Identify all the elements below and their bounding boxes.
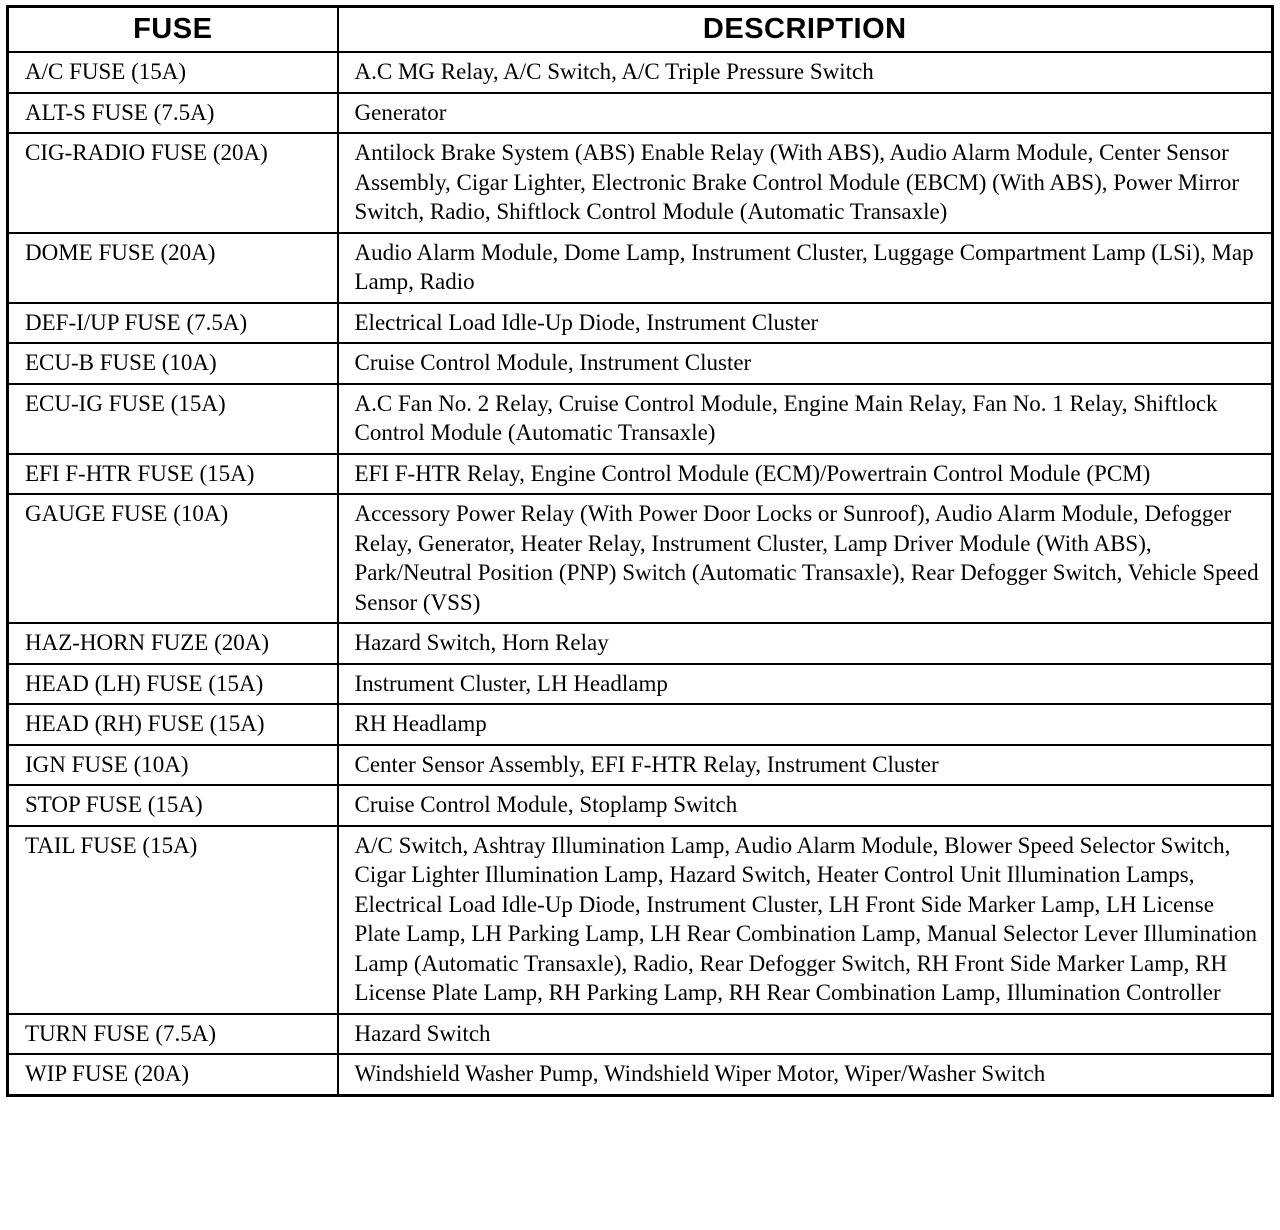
description-column-header: DESCRIPTION bbox=[338, 7, 1273, 53]
description-cell: Accessory Power Relay (With Power Door Locks or Sunroof), Audio Alarm Module, Defogger Relay, Generator, Heater Relay, Instrument Cluster, Lamp Driver Module (With ABS), Park/Neutral Position (PNP) Switch (Automatic Transaxle), Rear Defogger Switch, Vehicle Speed Sensor (VSS) bbox=[338, 494, 1273, 623]
description-cell: Center Sensor Assembly, EFI F-HTR Relay, Instrument Cluster bbox=[338, 745, 1273, 786]
description-cell: Audio Alarm Module, Dome Lamp, Instrument Cluster, Luggage Compartment Lamp (LSi), Map Lamp, Radio bbox=[338, 233, 1273, 303]
fuse-cell: CIG-RADIO FUSE (20A) bbox=[8, 133, 338, 233]
fuse-cell: WIP FUSE (20A) bbox=[8, 1054, 338, 1095]
description-cell: A/C Switch, Ashtray Illumination Lamp, Audio Alarm Module, Blower Speed Selector Switch, Cigar Lighter Illumination Lamp, Hazard Switch, Heater Control Unit Illumination Lamps, Electrical Load Idle-Up Diode, Instrument Cluster, LH Front Side Marker Lamp, LH License Plate Lamp, LH Parking Lamp, LH Rear Combination Lamp, Manual Selector Lever Illumination Lamp (Automatic Transaxle), Radio, Rear Defogger Switch, RH Front Side Marker Lamp, RH License Plate Lamp, RH Parking Lamp, RH Rear Combination Lamp, Illumination Controller bbox=[338, 826, 1273, 1014]
fuse-cell: IGN FUSE (10A) bbox=[8, 745, 338, 786]
table-row bbox=[8, 704, 1273, 745]
table-row bbox=[8, 52, 1273, 93]
table-row bbox=[8, 745, 1273, 786]
description-cell: Hazard Switch bbox=[338, 1014, 1273, 1055]
fuse-table bbox=[6, 5, 1274, 1097]
table-row bbox=[8, 93, 1273, 134]
table-row bbox=[8, 664, 1273, 705]
fuse-cell: TAIL FUSE (15A) bbox=[8, 826, 338, 1014]
description-cell: RH Headlamp bbox=[338, 704, 1273, 745]
fuse-column-header: FUSE bbox=[8, 7, 338, 53]
fuse-cell: DOME FUSE (20A) bbox=[8, 233, 338, 303]
description-cell: Windshield Washer Pump, Windshield Wiper Motor, Wiper/Washer Switch bbox=[338, 1054, 1273, 1095]
description-cell: Instrument Cluster, LH Headlamp bbox=[338, 664, 1273, 705]
table-row bbox=[8, 623, 1273, 664]
description-cell: Generator bbox=[338, 93, 1273, 134]
fuse-cell: TURN FUSE (7.5A) bbox=[8, 1014, 338, 1055]
description-cell: Cruise Control Module, Stoplamp Switch bbox=[338, 785, 1273, 826]
table-row bbox=[8, 233, 1273, 303]
fuse-cell: GAUGE FUSE (10A) bbox=[8, 494, 338, 623]
table-row bbox=[8, 343, 1273, 384]
fuse-cell: ECU-IG FUSE (15A) bbox=[8, 384, 338, 454]
table-row bbox=[8, 1054, 1273, 1095]
fuse-cell: ALT-S FUSE (7.5A) bbox=[8, 93, 338, 134]
table-row bbox=[8, 826, 1273, 1014]
description-cell: Cruise Control Module, Instrument Cluster bbox=[338, 343, 1273, 384]
table-row bbox=[8, 384, 1273, 454]
fuse-cell: DEF-I/UP FUSE (7.5A) bbox=[8, 303, 338, 344]
fuse-cell: HEAD (LH) FUSE (15A) bbox=[8, 664, 338, 705]
fuse-cell: STOP FUSE (15A) bbox=[8, 785, 338, 826]
fuse-cell: ECU-B FUSE (10A) bbox=[8, 343, 338, 384]
description-cell: A.C MG Relay, A/C Switch, A/C Triple Pressure Switch bbox=[338, 52, 1273, 93]
table-header-row bbox=[8, 7, 1273, 53]
description-cell: EFI F-HTR Relay, Engine Control Module (ECM)/Powertrain Control Module (PCM) bbox=[338, 454, 1273, 495]
table-row bbox=[8, 785, 1273, 826]
fuse-cell: HEAD (RH) FUSE (15A) bbox=[8, 704, 338, 745]
fuse-cell: EFI F-HTR FUSE (15A) bbox=[8, 454, 338, 495]
table-row bbox=[8, 454, 1273, 495]
table-row bbox=[8, 133, 1273, 233]
fuse-cell: HAZ-HORN FUZE (20A) bbox=[8, 623, 338, 664]
table-row bbox=[8, 494, 1273, 623]
description-cell: Electrical Load Idle-Up Diode, Instrument Cluster bbox=[338, 303, 1273, 344]
description-cell: Hazard Switch, Horn Relay bbox=[338, 623, 1273, 664]
description-cell: Antilock Brake System (ABS) Enable Relay (With ABS), Audio Alarm Module, Center Sensor Assembly, Cigar Lighter, Electronic Brake Control Module (EBCM) (With ABS), Power Mirror Switch, Radio, Shiftlock Control Module (Automatic Transaxle) bbox=[338, 133, 1273, 233]
fuse-description-document bbox=[6, 5, 1271, 1097]
table-row bbox=[8, 303, 1273, 344]
table-row bbox=[8, 1014, 1273, 1055]
description-cell: A.C Fan No. 2 Relay, Cruise Control Module, Engine Main Relay, Fan No. 1 Relay, Shiftlock Control Module (Automatic Transaxle) bbox=[338, 384, 1273, 454]
fuse-cell: A/C FUSE (15A) bbox=[8, 52, 338, 93]
